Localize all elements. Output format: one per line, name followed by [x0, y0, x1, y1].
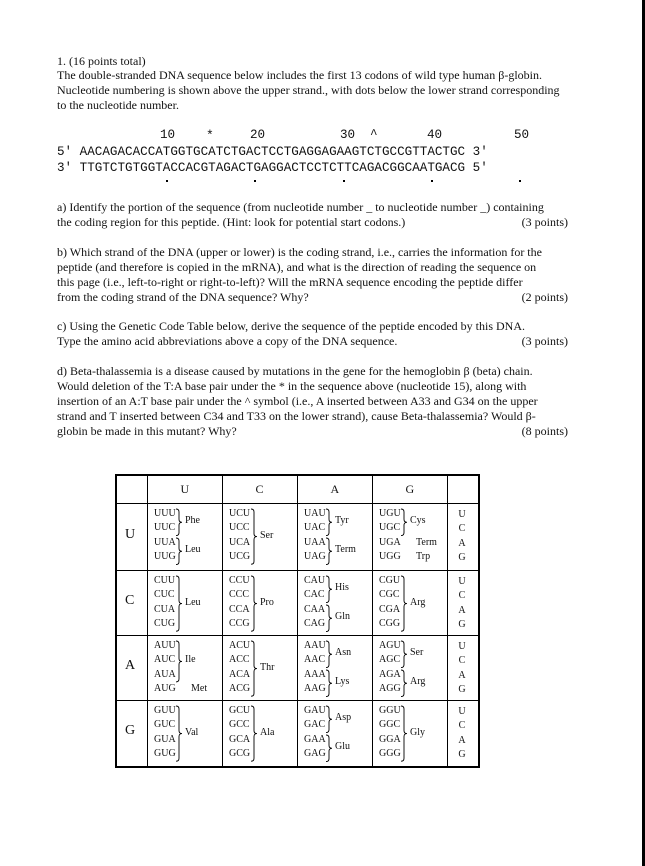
table-row-divider — [117, 570, 478, 571]
part-b-line-4 — [57, 290, 568, 305]
part-d-line-5 — [57, 424, 568, 439]
second-position-u: U — [180, 482, 190, 496]
third-position-g: G — [458, 551, 466, 563]
amino-acid-gly: Gly — [410, 726, 425, 738]
codon-aag: AAG — [304, 682, 326, 694]
codon-uau: UAU — [304, 508, 326, 519]
codon-aaa: AAA — [304, 668, 326, 680]
codon-guu: GUU — [154, 705, 176, 716]
codon-ccg: CCG — [229, 617, 250, 629]
table-row-divider — [117, 503, 478, 504]
lower-strand: 3' TTGTCTGTGGTACCACGTAGACTGAGGACTCCTCTTCAGACGGCAATGACG 5' — [57, 161, 488, 175]
caret-marker: ^ — [370, 128, 378, 142]
codon-group-brace — [400, 705, 408, 762]
codon-uac: UAC — [304, 522, 326, 534]
amino-acid-his: His — [335, 582, 349, 594]
amino-acid-gln: Gln — [335, 610, 350, 622]
codon-group-brace — [175, 575, 183, 632]
part-a-line-2 — [57, 215, 568, 230]
third-position-c: C — [458, 590, 466, 602]
third-position-u: U — [458, 641, 466, 652]
table-row-divider — [117, 700, 478, 701]
codon-aca: ACA — [229, 668, 251, 680]
part-c-line-2 — [57, 334, 568, 349]
codon-ucu: UCU — [229, 508, 251, 519]
codon-group-brace — [325, 537, 333, 566]
codon-auu: AUU — [154, 640, 176, 651]
codon-cac: CAC — [304, 589, 325, 601]
part-a-points: (3 points) — [521, 215, 568, 229]
part-c-points: (3 points) — [521, 334, 568, 348]
amino-acid-tyr: Tyr — [335, 515, 349, 527]
third-position-c: C — [458, 720, 466, 732]
codon-group-brace — [175, 508, 183, 537]
codon-group-brace — [400, 640, 408, 669]
third-position-g: G — [458, 618, 466, 630]
second-position-g: G — [405, 482, 415, 496]
part-d-line-2: Would deletion of the T:A base pair under the * in the sequence above (nucleotide 15), along with — [57, 379, 527, 393]
part-b-line-2: peptide (and therefore is copied in the mRNA), and what is the direction of reading the sequence on — [57, 260, 537, 274]
amino-acid-asn: Asn — [335, 647, 352, 659]
codon-uca: UCA — [229, 536, 251, 548]
part-a-line-1: a) Identify the portion of the sequence (from nucleotide number _ to nucleotide number _) containing — [57, 200, 544, 214]
codon-group-brace — [325, 508, 333, 537]
codon-aga: AGA — [379, 668, 401, 680]
amino-acid-trp: Trp — [416, 550, 431, 562]
genetic-code-table — [115, 474, 480, 768]
codon-uug: UUG — [154, 550, 176, 562]
third-position-u: U — [458, 509, 466, 520]
codon-aug: AUG — [154, 682, 176, 694]
codon-group-brace — [250, 508, 258, 565]
position-dot — [343, 180, 345, 182]
codon-group-brace — [325, 705, 333, 734]
codon-auc: AUC — [154, 654, 176, 666]
third-position-c: C — [458, 523, 466, 535]
part-b-line-3: this page (i.e., left-to-right or right-to-left)? Will the mRNA sequence encoding the peptide differ — [57, 275, 523, 289]
amino-acid-thr: Thr — [260, 661, 275, 673]
part-c-line-1: c) Using the Genetic Code Table below, derive the sequence of the peptide encoded by this DNA. — [57, 319, 526, 333]
codon-gaa: GAA — [304, 733, 326, 745]
codon-group-brace — [325, 669, 333, 698]
codon-group-brace — [400, 669, 408, 698]
codon-group-brace — [175, 705, 183, 762]
codon-cgg: CGG — [379, 617, 401, 629]
codon-cca: CCA — [229, 603, 250, 615]
codon-ccc: CCC — [229, 589, 250, 601]
part-d-line-1: d) Beta-thalassemia is a disease caused by mutations in the gene for the hemoglobin β (beta) chain. — [57, 364, 533, 378]
codon-cga: CGA — [379, 603, 401, 615]
upper-strand: 5' AACAGACACCATGGTGCATCTGACTCCTGAGGAGAAGTCTGCCGTTACTGC 3' — [57, 145, 488, 159]
intro-line-2: Nucleotide numbering is shown above the upper strand., with dots below the lower strand corresponding — [57, 83, 560, 97]
codon-gca: GCA — [229, 733, 251, 745]
position-dot — [254, 180, 256, 182]
codon-caa: CAA — [304, 603, 326, 615]
codon-gcc: GCC — [229, 719, 250, 731]
part-d-points: (8 points) — [521, 424, 568, 438]
nt-number-50: 50 — [514, 128, 530, 142]
codon-acg: ACG — [229, 682, 251, 694]
codon-group-brace — [325, 640, 333, 669]
codon-aua: AUA — [154, 668, 176, 680]
codon-uua: UUA — [154, 536, 176, 548]
second-position-c: C — [255, 482, 264, 496]
codon-uag: UAG — [304, 550, 326, 562]
codon-ggu: GGU — [379, 705, 401, 716]
amino-acid-term: Term — [335, 543, 356, 555]
part-b-points: (2 points) — [521, 290, 568, 304]
amino-acid-glu: Glu — [335, 740, 350, 752]
codon-agg: AGG — [379, 682, 401, 694]
codon-cag: CAG — [304, 617, 326, 629]
codon-acu: ACU — [229, 640, 251, 651]
amino-acid-phe: Phe — [185, 515, 200, 527]
third-position-u: U — [458, 706, 466, 717]
codon-group-brace — [175, 537, 183, 566]
codon-ugu: UGU — [379, 508, 401, 519]
codon-group-brace — [325, 604, 333, 633]
amino-acid-lys: Lys — [335, 675, 350, 687]
codon-group-brace — [325, 734, 333, 763]
codon-gcg: GCG — [229, 747, 251, 759]
codon-cgu: CGU — [379, 575, 401, 586]
position-dot — [166, 180, 168, 182]
question-header: 1. (16 points total) — [57, 54, 146, 68]
codon-cuc: CUC — [154, 589, 175, 601]
third-position-u: U — [458, 576, 466, 587]
codon-group-brace — [175, 640, 183, 683]
part-c-line-2-text: Type the amino acid abbreviations above a copy of the DNA sequence. — [57, 334, 398, 348]
codon-cau: CAU — [304, 575, 326, 586]
nt-number-30: 30 — [340, 128, 356, 142]
part-d-line-4: strand and T inserted between C34 and T33 on the lower strand), cause Beta-thalassemia? Would β- — [57, 409, 536, 423]
amino-acid-cys: Cys — [410, 515, 426, 527]
codon-ugg: UGG — [379, 550, 401, 562]
codon-cgc: CGC — [379, 589, 400, 601]
amino-acid-val: Val — [185, 726, 199, 738]
amino-acid-asp: Asp — [335, 712, 352, 724]
amino-acid-ser: Ser — [410, 647, 424, 659]
table-column-divider — [297, 476, 298, 766]
codon-uuc: UUC — [154, 522, 176, 534]
intro-line-1: The double-stranded DNA sequence below includes the first 13 codons of wild type human β-globin. — [57, 68, 542, 82]
codon-cuu: CUU — [154, 575, 176, 586]
codon-ucg: UCG — [229, 550, 251, 562]
amino-acid-leu: Leu — [185, 596, 201, 608]
third-position-a: A — [458, 734, 466, 746]
third-position-g: G — [458, 748, 466, 760]
codon-gga: GGA — [379, 733, 401, 745]
codon-cua: CUA — [154, 603, 176, 615]
codon-group-brace — [325, 575, 333, 604]
part-d-line-3: insertion of an A:T base pair under the ^ symbol (i.e., A inserted between A33 and G34 on the upper — [57, 394, 538, 408]
table-column-divider — [222, 476, 223, 766]
amino-acid-term: Term — [416, 536, 437, 548]
codon-uga: UGA — [379, 536, 401, 548]
codon-agc: AGC — [379, 654, 401, 666]
codon-group-brace — [250, 705, 258, 762]
amino-acid-ala: Ala — [260, 726, 275, 738]
position-dot — [431, 180, 433, 182]
codon-gug: GUG — [154, 747, 176, 759]
nt-number-40: 40 — [427, 128, 443, 142]
codon-gau: GAU — [304, 705, 326, 716]
table-column-divider — [372, 476, 373, 766]
intro-line-3: to the nucleotide number. — [57, 98, 179, 112]
codon-uuu: UUU — [154, 508, 176, 519]
position-dot — [519, 180, 521, 182]
codon-acc: ACC — [229, 654, 250, 666]
third-position-a: A — [458, 669, 466, 681]
first-position-g: G — [125, 723, 136, 738]
codon-cug: CUG — [154, 617, 176, 629]
codon-guc: GUC — [154, 719, 176, 731]
third-position-c: C — [458, 655, 466, 667]
codon-aau: AAU — [304, 640, 326, 651]
codon-aac: AAC — [304, 654, 326, 666]
codon-gac: GAC — [304, 719, 326, 731]
amino-acid-pro: Pro — [260, 596, 274, 608]
codon-agu: AGU — [379, 640, 401, 651]
part-b-line-4-text: from the coding strand of the DNA sequence? Why? — [57, 290, 309, 304]
codon-ccu: CCU — [229, 575, 250, 586]
codon-group-brace — [250, 640, 258, 697]
part-d-line-5-text: globin be made in this mutant? Why? — [57, 424, 237, 438]
codon-ggc: GGC — [379, 719, 401, 731]
first-position-c: C — [125, 592, 135, 608]
codon-ugc: UGC — [379, 522, 401, 534]
codon-group-brace — [250, 575, 258, 632]
table-column-divider — [147, 476, 148, 766]
amino-acid-arg: Arg — [410, 596, 426, 608]
first-position-u: U — [125, 526, 136, 542]
star-marker: * — [206, 128, 214, 143]
amino-acid-ile: Ile — [185, 654, 196, 666]
codon-gcu: GCU — [229, 705, 251, 716]
second-position-a: A — [330, 482, 340, 496]
codon-uaa: UAA — [304, 536, 326, 548]
nt-number-10: 10 — [160, 128, 176, 142]
amino-acid-ser: Ser — [260, 529, 274, 541]
nt-number-20: 20 — [250, 128, 266, 142]
codon-gua: GUA — [154, 733, 176, 745]
amino-acid-leu: Leu — [185, 543, 201, 555]
table-row-divider — [117, 635, 478, 636]
amino-acid-arg: Arg — [410, 675, 426, 687]
table-column-divider — [447, 476, 448, 766]
codon-ucc: UCC — [229, 522, 250, 534]
codon-group-brace — [400, 575, 408, 632]
part-a-line-2-text: the coding region for this peptide. (Hint: look for potential start codons.) — [57, 215, 406, 229]
part-b-line-1: b) Which strand of the DNA (upper or lower) is the coding strand, i.e., carries the information for the — [57, 245, 542, 259]
amino-acid-met: Met — [191, 682, 208, 694]
codon-ggg: GGG — [379, 747, 401, 759]
codon-gag: GAG — [304, 747, 326, 759]
codon-group-brace — [400, 508, 408, 537]
third-position-a: A — [458, 604, 466, 616]
first-position-a: A — [125, 657, 136, 673]
third-position-a: A — [458, 537, 466, 549]
third-position-g: G — [458, 683, 466, 695]
